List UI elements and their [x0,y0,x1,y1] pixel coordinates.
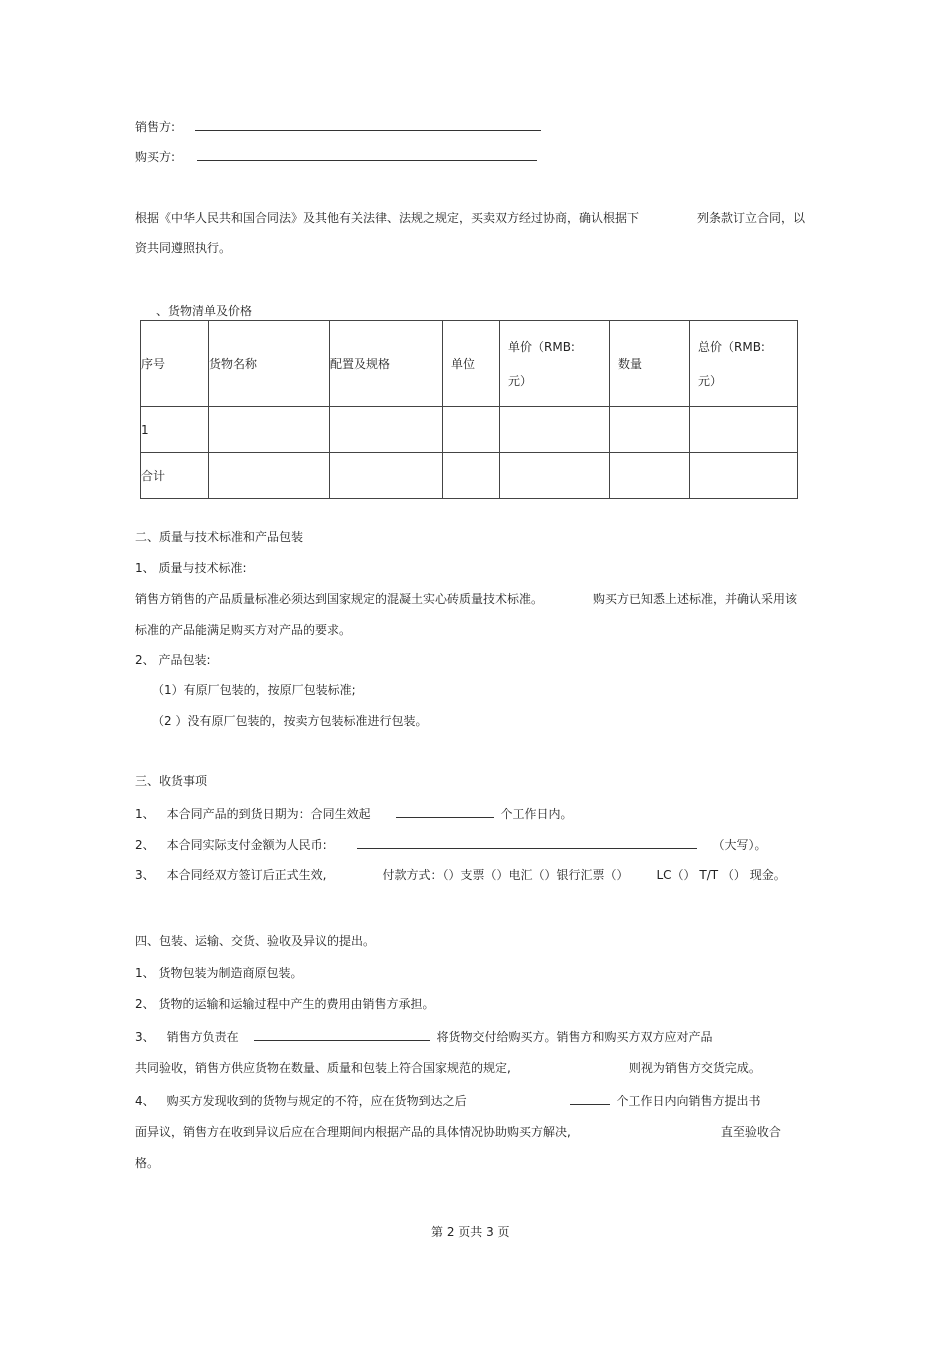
section2-item1-title: 1、 质量与技术标准: [135,561,247,575]
row-index: 1 [141,407,209,453]
header-unit: 单位 [443,321,500,407]
responsibility-text-a: 销售方负责在 [166,1030,239,1044]
total-label: 合计 [141,453,209,499]
intro-text-b: 列条款订立合同，以 [697,211,806,225]
section2-item2-sub2: （2 ）没有原厂包装的，按卖方包装标准进行包装。 [152,714,428,728]
seller-blank [195,118,541,131]
table-cell [209,453,330,499]
item-number: 3、 [135,868,155,882]
total-price-line-1: 总价（RMB: [698,339,765,354]
section4-item3-line2 [135,1060,761,1076]
table-header-row [141,321,798,407]
payment-method-text: 付款方式：（）支票（）电汇（）银行汇票（） [382,868,629,882]
table-total-row [141,453,798,499]
table-cell [500,453,610,499]
header-goods-name: 货物名称 [209,321,330,407]
amount-blank [357,836,697,849]
objection-text-a: 购买方发现收到的货物与规定的不符，应在货物到达之后 [166,1094,467,1108]
objection-text-b: 个工作日内向销售方提出书 [616,1094,761,1108]
table-cell [330,407,443,453]
objection-line2-b: 直至验收合 [720,1125,781,1139]
objection-line2-a: 面异议，销售方在收到异议后应在合理期间内根据产品的具体情况协助购买方解决, [135,1125,571,1139]
quality-text-a: 销售方销售的产品质量标准必须达到国家规定的混凝土实心砖质量技术标准。 [135,592,544,606]
table-cell [690,407,798,453]
section2-title: 二、质量与技术标准和产品包装 [135,530,304,544]
table-cell [443,453,500,499]
table-cell [330,453,443,499]
section2-item2-sub1: （1）有原厂包装的，按原厂包装标准; [152,683,356,697]
section4-title: 四、包装、运输、交货、验收及异议的提出。 [135,934,376,948]
section2-item2-title: 2、 产品包装: [135,653,211,667]
table-row [141,407,798,453]
table-cell [209,407,330,453]
section4-item4-line3: 格。 [135,1156,160,1170]
table-cell [610,453,690,499]
header-index: 序号 [141,321,209,407]
seller-row [135,118,541,135]
delivery-place-blank [254,1028,430,1041]
page-number: 第 2 页共 3 页 [431,1225,510,1239]
acceptance-text-a: 共同验收，销售方供应货物在数量、质量和包装上符合国家规范的规定, [135,1061,511,1075]
section3-title: 三、收货事项 [135,774,208,788]
buyer-label: 购买方: [135,150,176,164]
acceptance-text-b: 则视为销售方交货完成。 [628,1061,761,1075]
intro-line-1 [135,210,805,226]
buyer-blank [197,148,537,161]
item-number: 2、 [135,838,155,852]
total-price-line-2: 元） [698,373,723,388]
item-number: 3、 [135,1030,155,1044]
goods-price-table [140,320,798,499]
item-number: 1、 [135,807,155,821]
section4-item2: 2、 货物的运输和运输过程中产生的费用由销售方承担。 [135,997,435,1011]
intro-text-a: 根据《中华人民共和国合同法》及其他有关法律、法规之规定，买卖双方经过协商，确认根据下 [135,211,640,225]
seller-label: 销售方: [135,120,176,134]
section2-item1-line1 [135,591,797,607]
objection-days-blank [570,1092,610,1105]
header-total-price [690,321,798,407]
delivery-days-blank [396,805,494,818]
table-cell [690,453,798,499]
section3-item3 [135,867,786,883]
section3-item1 [135,805,573,822]
buyer-row [135,148,537,165]
section4-item4-line2 [135,1124,781,1140]
amount-text-a: 本合同实际支付金额为人民币: [166,838,327,852]
header-config-spec: 配置及规格 [330,321,443,407]
responsibility-text-b: 将货物交付给购买方。销售方和购买方双方应对产品 [436,1030,713,1044]
effective-text: 本合同经双方签订后正式生效, [166,868,327,882]
quality-text-b: 购买方已知悉上述标准，并确认采用该 [593,592,798,606]
section1-title: 、货物清单及价格 [156,304,253,318]
section2-item1-line2: 标准的产品能满足购买方对产品的要求。 [135,623,352,637]
payment-method-text-2: LC（） T/T （） 现金。 [656,868,786,882]
item-number: 4、 [135,1094,155,1108]
header-quantity: 数量 [610,321,690,407]
header-unit-price [500,321,610,407]
unit-price-line-2: 元） [508,373,533,388]
unit-price-line-1: 单价（RMB: [508,339,575,354]
table-cell [610,407,690,453]
section4-item4 [135,1092,761,1109]
section4-item3 [135,1028,713,1045]
section3-item2 [135,836,767,853]
section4-item1: 1、 货物包装为制造商原包装。 [135,966,303,980]
intro-line-2: 资共同遵照执行。 [135,241,232,255]
delivery-text-b: 个工作日内。 [500,807,573,821]
amount-text-b: （大写）。 [712,838,767,852]
table-cell [443,407,500,453]
table-cell [500,407,610,453]
delivery-text-a: 本合同产品的到货日期为：合同生效起 [166,807,371,821]
